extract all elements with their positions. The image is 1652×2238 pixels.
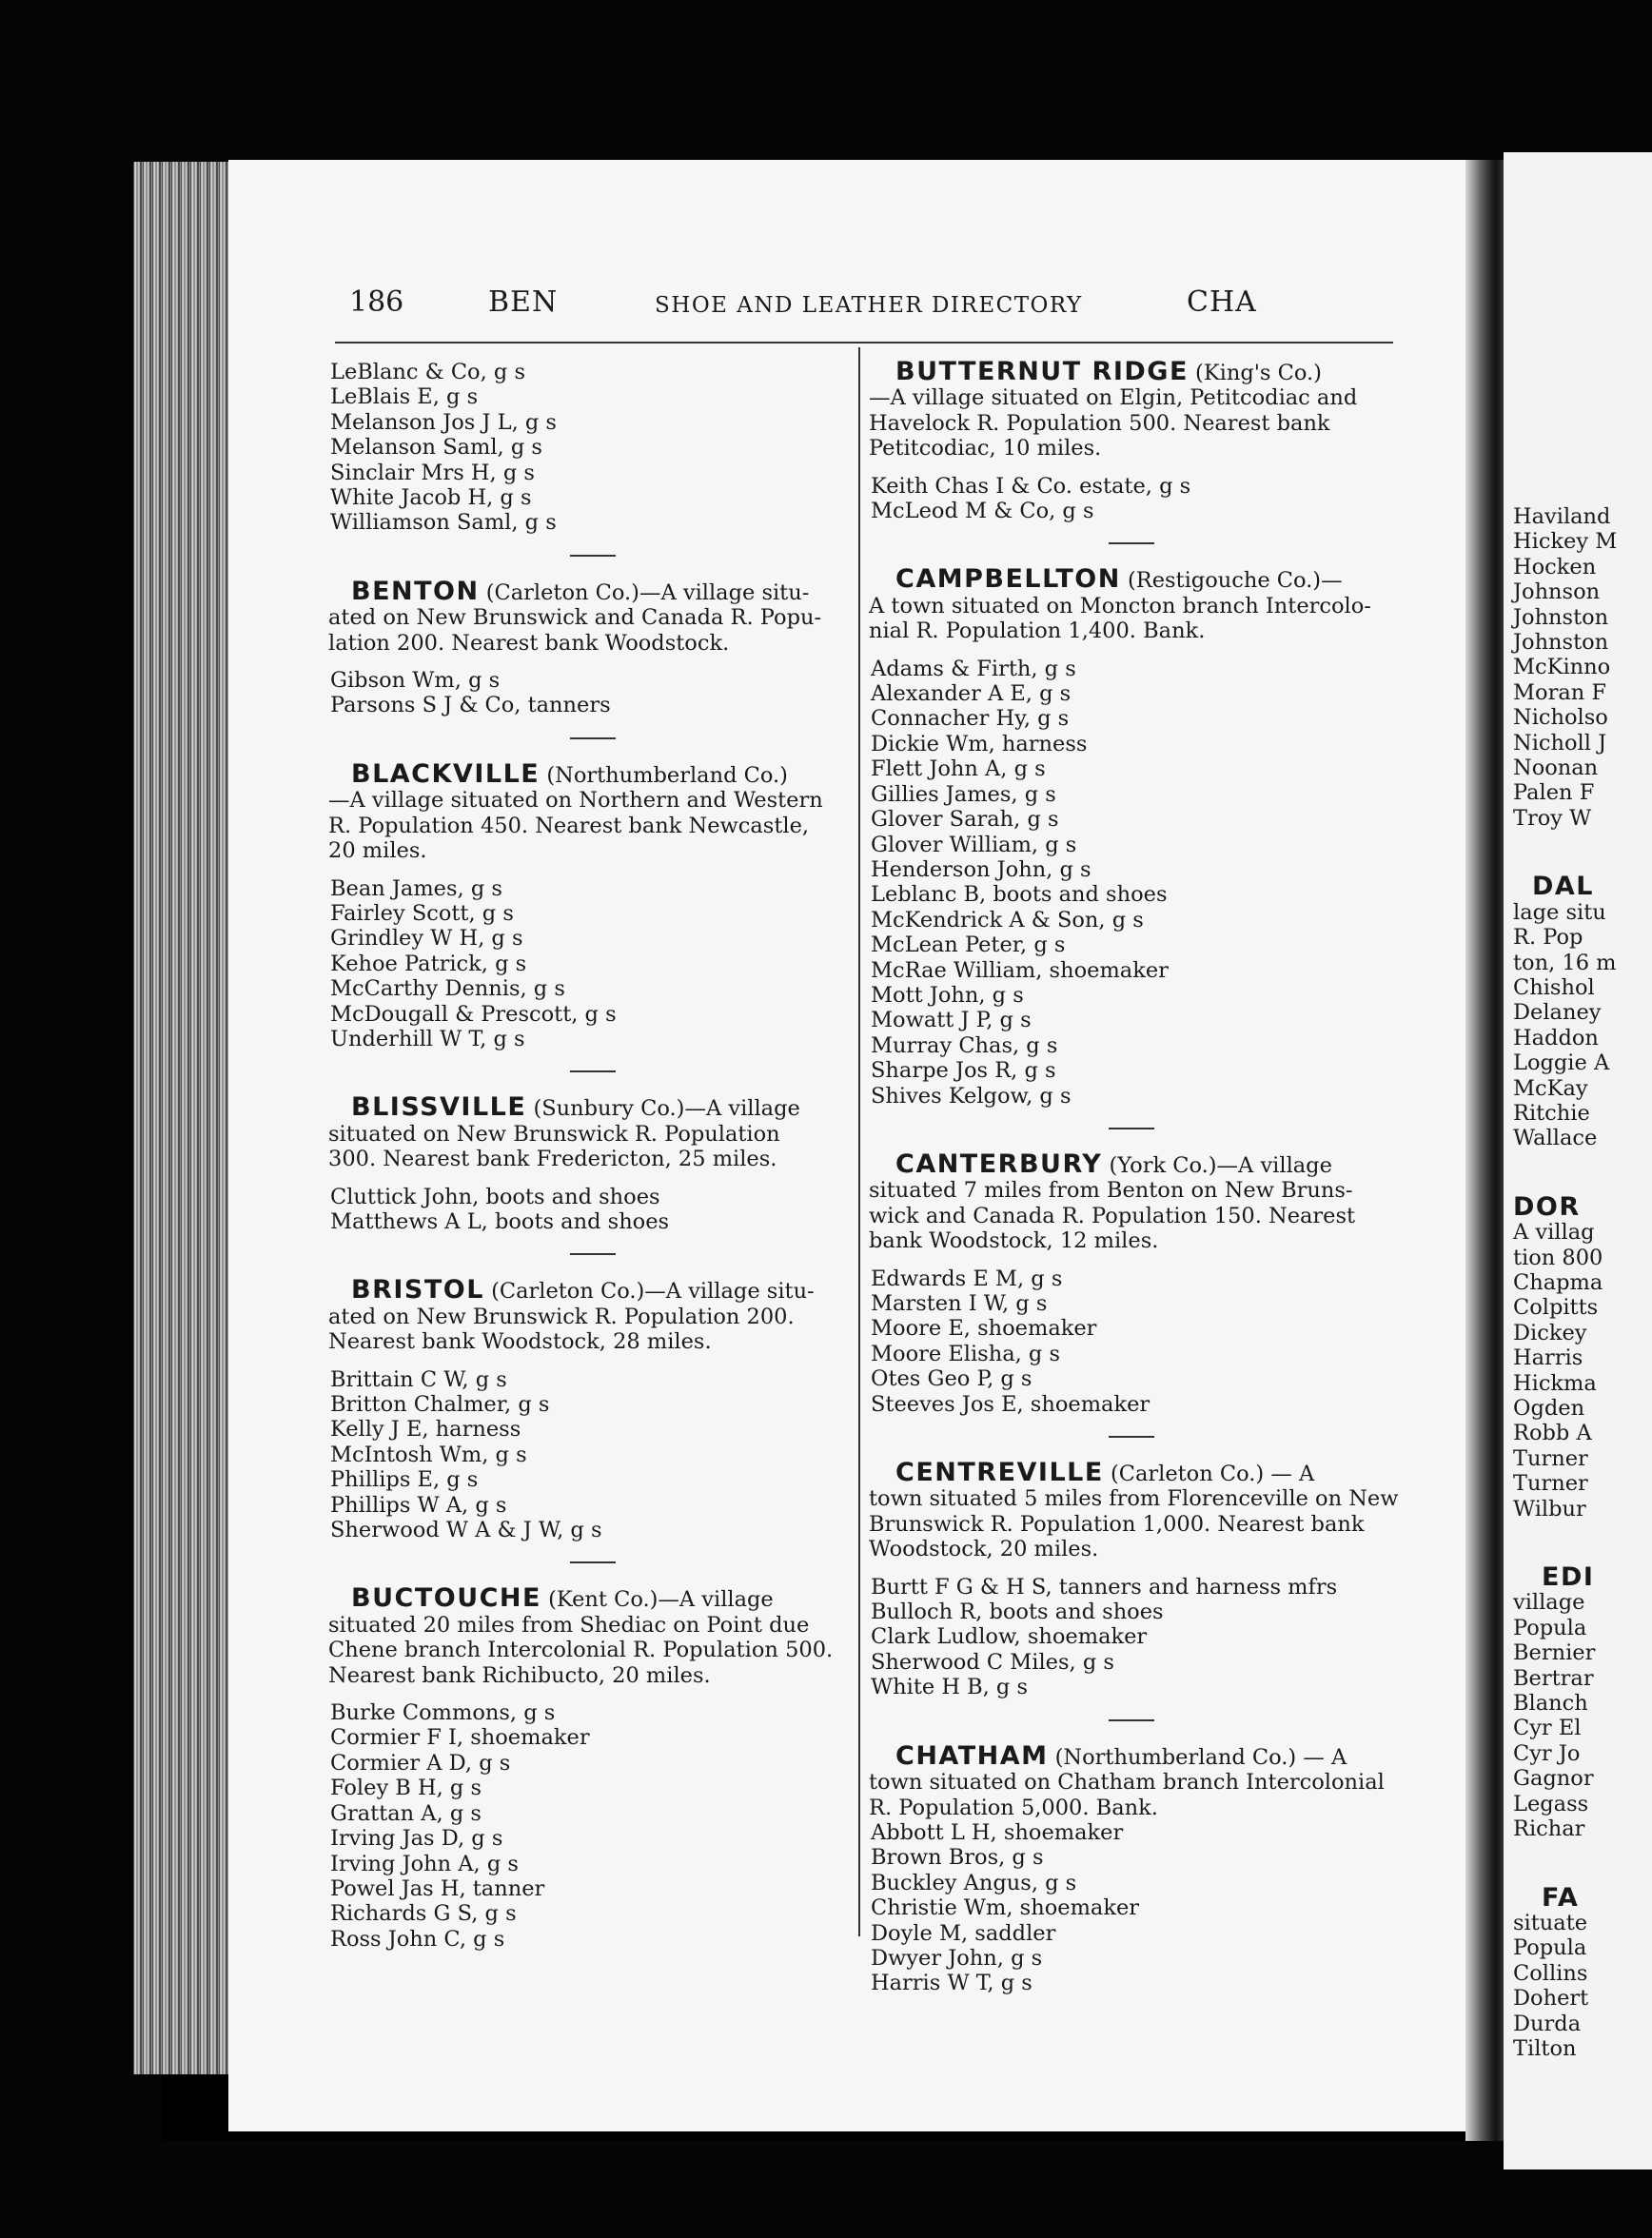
list-item: Ritchie [1513, 1100, 1590, 1126]
list-item: McKendrick A & Son, g s [871, 907, 1144, 932]
list-item: Hickma [1513, 1370, 1597, 1396]
town-description: (Northumberland Co.) [546, 762, 788, 788]
town-description: tion 800 [1513, 1245, 1603, 1270]
town-name: DOR [1513, 1191, 1581, 1222]
list-item: Bean James, g s [330, 875, 502, 901]
list-item: Troy W [1513, 805, 1592, 831]
section-separator [570, 1561, 616, 1563]
section-heading-line [869, 564, 1394, 595]
list-item: Sherwood C Miles, g s [871, 1649, 1114, 1675]
list-item: Johnston [1513, 604, 1609, 630]
list-item: LeBlais E, g s [330, 384, 479, 410]
list-item: McLeod M & Co, g s [871, 499, 1094, 524]
town-description: (Kent Co.)—A village [548, 1587, 774, 1613]
list-item: McCarthy Dennis, g s [330, 976, 565, 1002]
town-description: ton, 16 m [1513, 950, 1617, 975]
list-item: Richards G S, g s [330, 1901, 517, 1927]
list-item: Foley B H, g s [330, 1776, 482, 1801]
list-item: Powel Jas H, tanner [330, 1875, 545, 1901]
list-item: Turner [1513, 1445, 1588, 1471]
list-item: Phillips E, g s [330, 1467, 479, 1493]
list-item: Robb A [1513, 1421, 1592, 1446]
town-description: (Carleton Co.) — A [1110, 1462, 1315, 1487]
town-name: FA [1542, 1882, 1580, 1913]
section-separator [570, 1253, 616, 1255]
list-item: Leblanc B, boots and shoes [871, 882, 1168, 908]
list-item: Clark Ludlow, shoemaker [871, 1624, 1148, 1650]
list-item: Kehoe Patrick, g s [330, 951, 527, 976]
section-heading-line [869, 357, 1394, 386]
town-description: 300. Nearest bank Fredericton, 25 miles. [328, 1147, 777, 1172]
list-item: Brown Bros, g s [871, 1845, 1044, 1871]
town-description: wick and Canada R. Population 150. Nearest [869, 1203, 1356, 1228]
town-description: bank Woodstock, 12 miles. [869, 1228, 1159, 1254]
list-item: Shives Kelgow, g s [871, 1083, 1072, 1109]
town-description: (Restigouche Co.)— [1127, 568, 1343, 594]
book-spine-edge [133, 162, 238, 2074]
list-item: Cluttick John, boots and shoes [330, 1184, 660, 1209]
list-item: Hickey M [1513, 529, 1618, 555]
list-item: Collins [1513, 1960, 1588, 1986]
list-item: McKinno [1513, 655, 1611, 680]
scan-border-bottom [0, 2141, 1652, 2238]
list-item: McRae William, shoemaker [871, 957, 1169, 983]
list-item: Delaney [1513, 1000, 1602, 1026]
list-item: Gagnor [1513, 1766, 1594, 1792]
list-item: Edwards E M, g s [871, 1266, 1063, 1291]
list-item: McLean Peter, g s [871, 932, 1066, 958]
section-heading-line [328, 1583, 856, 1614]
directory-title: SHOE AND LEATHER DIRECTORY [655, 293, 1083, 318]
list-item: Williamson Saml, g s [330, 510, 557, 536]
list-item: Palen F [1513, 780, 1595, 806]
town-name: DAL [1532, 872, 1595, 902]
list-item: Abbott L H, shoemaker [871, 1819, 1124, 1845]
list-item: White Jacob H, g s [330, 485, 532, 511]
page-number: 186 [349, 285, 404, 319]
list-item: Mowatt J P, g s [871, 1008, 1032, 1033]
list-item: Burke Commons, g s [330, 1700, 556, 1726]
list-item: Otes Geo P, g s [871, 1366, 1032, 1392]
list-item: Cyr El [1513, 1716, 1582, 1741]
list-item: Burtt F G & H S, tanners and harness mfrs [871, 1574, 1338, 1600]
facing-page-fragment [1504, 152, 1652, 2169]
list-item: Fairley Scott, g s [330, 900, 514, 926]
list-item: Haviland [1513, 504, 1611, 529]
town-description: (Carleton Co.)—A village situ- [485, 579, 810, 605]
town-description: lation 200. Nearest bank Woodstock. [328, 630, 730, 656]
town-description: Popula [1513, 1615, 1587, 1640]
list-item: Marsten I W, g s [871, 1291, 1048, 1316]
list-item: Ogden [1513, 1396, 1585, 1421]
section-heading-line [328, 576, 856, 606]
list-item: Grattan A, g s [330, 1800, 482, 1826]
town-description: lage situ [1513, 899, 1606, 925]
town-name: CENTREVILLE [895, 1458, 1104, 1488]
section-separator [570, 1070, 616, 1072]
list-item: Glover Sarah, g s [871, 807, 1059, 833]
list-item: Matthews A L, boots and shoes [330, 1208, 670, 1234]
list-item: Adams & Firth, g s [871, 656, 1076, 681]
section-separator [1109, 1719, 1154, 1721]
list-item: Turner [1513, 1471, 1588, 1497]
list-item: Nicholso [1513, 705, 1608, 731]
list-item: Johnson [1513, 579, 1601, 605]
town-description: ated on New Brunswick and Canada R. Popu- [328, 605, 822, 631]
section-separator [1109, 1128, 1154, 1129]
list-item: Nicholl J [1513, 730, 1607, 756]
list-item: McIntosh Wm, g s [330, 1442, 527, 1467]
list-item: Wallace [1513, 1126, 1598, 1151]
list-item: Dwyer John, g s [871, 1945, 1043, 1971]
list-item: LeBlanc & Co, g s [330, 360, 525, 384]
list-item: Britton Chalmer, g s [330, 1392, 550, 1417]
town-description: Popula [1513, 1935, 1587, 1961]
town-description: Woodstock, 20 miles. [869, 1537, 1099, 1562]
list-item: Johnston [1513, 630, 1609, 656]
list-item: Dickie Wm, harness [871, 731, 1088, 756]
town-name: CAMPBELLTON [895, 564, 1121, 595]
list-item: Richar [1513, 1816, 1585, 1842]
list-item: Harris W T, g s [871, 1971, 1032, 1996]
list-item: Chapma [1513, 1269, 1603, 1295]
section-heading-line [869, 1148, 1394, 1179]
list-item: Gibson Wm, g s [330, 668, 501, 694]
list-item: Melanson Saml, g s [330, 435, 542, 461]
list-item: Dickey [1513, 1320, 1587, 1345]
town-description: situated on New Brunswick R. Population [328, 1121, 780, 1147]
list-item: Phillips W A, g s [330, 1492, 507, 1518]
list-item: Loggie A [1513, 1050, 1610, 1076]
list-item: Bernier [1513, 1640, 1596, 1666]
town-description: R. Population 450. Nearest bank Newcastle, [328, 813, 810, 838]
left-guide-word: BEN [488, 285, 559, 319]
town-name: BLISSVILLE [351, 1092, 527, 1123]
town-description: situated 7 miles from Benton on New Bruns- [869, 1178, 1353, 1204]
town-description: (Northumberland Co.) — A [1054, 1744, 1347, 1770]
town-description: situate [1513, 1910, 1588, 1935]
list-item: Doyle M, saddler [871, 1920, 1056, 1946]
list-item: White H B, g s [871, 1675, 1029, 1700]
town-name: BUTTERNUT RIDGE [895, 357, 1189, 386]
town-description: situated 20 miles from Shediac on Point due [328, 1612, 810, 1638]
section-heading-line [869, 1458, 1394, 1488]
list-item: Moore Elisha, g s [871, 1341, 1061, 1366]
town-description: R. Pop [1513, 925, 1583, 951]
town-description: A villag [1513, 1220, 1595, 1246]
list-item: Blanch [1513, 1691, 1588, 1717]
list-item: Durda [1513, 2011, 1582, 2036]
section-heading-line [328, 1092, 856, 1123]
town-name: BUCTOUCHE [351, 1583, 541, 1614]
column-divider [858, 347, 860, 1936]
left-column [328, 360, 856, 1952]
list-item: Haddon [1513, 1025, 1599, 1050]
town-description: Nearest bank Woodstock, 28 miles. [328, 1329, 712, 1355]
list-item: Kelly J E, harness [330, 1417, 521, 1443]
section-separator [1109, 1436, 1154, 1438]
right-guide-word: CHA [1187, 285, 1257, 319]
list-item: Cormier F I, shoemaker [330, 1725, 590, 1751]
town-description: Petitcodiac, 10 miles. [869, 436, 1102, 461]
list-item: Irving Jas D, g s [330, 1826, 503, 1852]
section-heading-line [869, 1740, 1394, 1771]
town-name: BRISTOL [351, 1275, 484, 1306]
list-item: Moore E, shoemaker [871, 1316, 1097, 1342]
list-item: Melanson Jos J L, g s [330, 409, 557, 435]
town-description: (Carleton Co.)—A village situ- [491, 1279, 815, 1305]
list-item: Glover William, g s [871, 832, 1077, 857]
town-description: town situated 5 miles from Florenceville on New [869, 1486, 1399, 1512]
town-name: BENTON [351, 576, 480, 606]
section-separator [570, 737, 616, 739]
list-item: Hocken [1513, 554, 1597, 579]
list-item: Bertrar [1513, 1665, 1594, 1691]
town-description: Havelock R. Population 500. Nearest bank [869, 410, 1330, 436]
list-item: Keith Chas I & Co. estate, g s [871, 473, 1191, 499]
town-description: (King's Co.) [1195, 361, 1322, 385]
list-item: Noonan [1513, 756, 1599, 781]
list-item: Legass [1513, 1791, 1589, 1816]
town-description: R. Population 5,000. Bank. [869, 1795, 1158, 1820]
town-description: (Sunbury Co.)—A village [533, 1096, 800, 1122]
facing-page-column [1513, 504, 1617, 2061]
book-gutter [1465, 160, 1508, 2149]
list-item: Ross John C, g s [330, 1926, 505, 1952]
list-item: Wilbur [1513, 1496, 1586, 1521]
header-rule [335, 342, 1393, 344]
town-description: —A village situated on Northern and Western [328, 788, 823, 814]
list-item: Connacher Hy, g s [871, 706, 1070, 732]
right-column [869, 357, 1399, 1996]
list-item: Murray Chas, g s [871, 1032, 1058, 1058]
town-description: nial R. Population 1,400. Bank. [869, 618, 1206, 644]
section-heading-line [328, 758, 856, 789]
town-description: Brunswick R. Population 1,000. Nearest bank [869, 1511, 1365, 1537]
town-name: BLACKVILLE [351, 758, 541, 789]
list-item: Mott John, g s [871, 982, 1024, 1008]
list-item: McDougall & Prescott, g s [330, 1001, 617, 1027]
list-item: Bulloch R, boots and shoes [871, 1600, 1164, 1625]
list-item: Christie Wm, shoemaker [871, 1895, 1140, 1921]
list-item: Steeves Jos E, shoemaker [871, 1391, 1150, 1417]
town-description: —A village situated on Elgin, Petitcodiac and [869, 385, 1358, 411]
list-item: Brittain C W, g s [330, 1366, 507, 1392]
list-item: Alexander A E, g s [871, 681, 1072, 707]
town-name: EDI [1542, 1562, 1595, 1593]
town-description: Chene branch Intercolonial R. Population 500. [328, 1638, 834, 1663]
town-description: ated on New Brunswick R. Population 200. [328, 1304, 795, 1329]
list-item: Buckley Angus, g s [871, 1870, 1077, 1895]
list-item: Colpitts [1513, 1295, 1599, 1321]
list-item: Cyr Jo [1513, 1740, 1581, 1766]
list-item: Cormier A D, g s [330, 1750, 511, 1776]
town-description: Nearest bank Richibucto, 20 miles. [328, 1662, 711, 1688]
section-separator [1109, 542, 1154, 544]
list-item: McKay [1513, 1075, 1588, 1101]
section-heading-line [328, 1275, 856, 1306]
list-item: Sharpe Jos R, g s [871, 1058, 1056, 1084]
town-description: A town situated on Moncton branch Intercolo- [869, 593, 1371, 618]
list-item: Dohert [1513, 1986, 1589, 2012]
list-item: Sinclair Mrs H, g s [330, 460, 535, 485]
list-item: Moran F [1513, 679, 1607, 705]
town-description: (York Co.)—A village [1109, 1152, 1332, 1178]
list-item: Chishol [1513, 974, 1595, 1000]
town-description: town situated on Chatham branch Intercolonial [869, 1770, 1385, 1796]
town-description: village [1513, 1590, 1585, 1616]
list-item: Tilton [1513, 2035, 1577, 2061]
list-item: Underhill W T, g s [330, 1026, 525, 1051]
town-description: 20 miles. [328, 838, 427, 864]
list-item: Harris [1513, 1345, 1583, 1371]
list-item: Gillies James, g s [871, 781, 1056, 807]
list-item: Sherwood W A & J W, g s [330, 1518, 602, 1543]
town-name: CANTERBURY [895, 1148, 1103, 1179]
list-item: Parsons S J & Co, tanners [330, 693, 611, 718]
section-separator [570, 555, 616, 557]
town-name: CHATHAM [895, 1740, 1049, 1771]
scan-border-top [0, 0, 1652, 162]
list-item: Irving John A, g s [330, 1851, 519, 1876]
list-item: Grindley W H, g s [330, 926, 523, 952]
list-item: Flett John A, g s [871, 756, 1046, 782]
list-item: Henderson John, g s [871, 856, 1092, 882]
